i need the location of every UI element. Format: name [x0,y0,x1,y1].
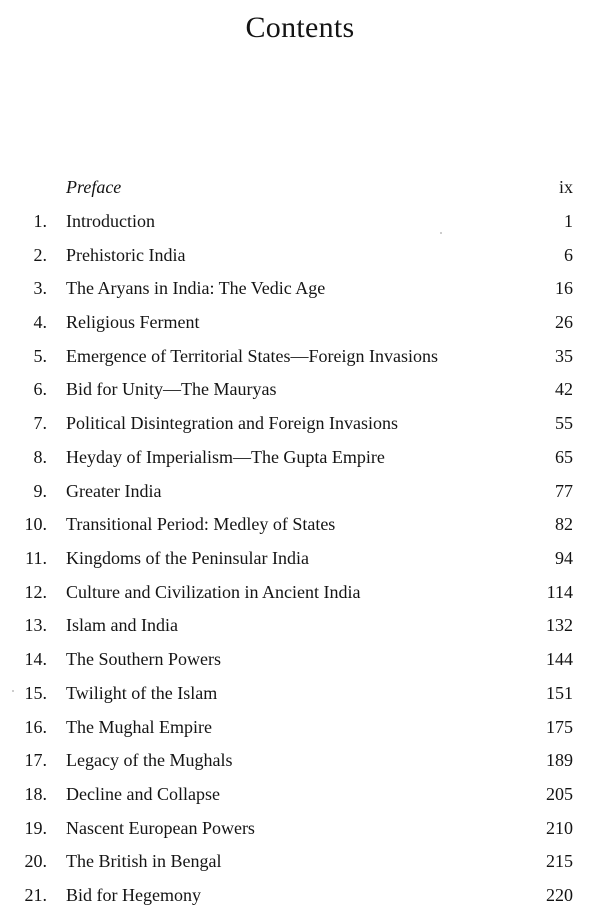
toc-entry-title: Transitional Period: Medley of States [66,514,336,534]
toc-chapter-number: 6. [33,379,47,399]
toc-row [0,305,600,339]
toc-chapter-number: 13. [24,615,47,635]
toc-chapter-number: 16. [24,717,47,737]
toc-chapter-number: 14. [24,649,47,669]
toc-row [0,710,600,744]
toc-chapter-number: 15. [24,683,47,703]
toc-entry-title: Nascent European Powers [66,818,255,838]
toc-row [0,406,600,440]
toc-page-number: ix [558,177,573,197]
toc-row [0,339,600,373]
toc-entry-title: The Southern Powers [66,649,221,669]
toc-chapter-number: 18. [24,784,47,804]
toc-row [0,474,600,508]
toc-row [0,676,600,710]
toc-chapter-number: 17. [24,750,47,770]
toc-page-number: 215 [546,851,573,871]
toc-entry-title: Twilight of the Islam [66,683,218,703]
toc-row [0,743,600,777]
toc-page-number: 144 [546,649,573,669]
toc-entry-title: Emergence of Territorial States—Foreign Invasions [66,346,438,366]
toc-chapter-number: 8. [33,447,47,467]
toc-page-number: 151 [546,683,573,703]
toc-page-number: 77 [555,481,573,501]
toc-row [0,575,600,609]
toc-row [0,878,600,912]
toc-chapter-number: 3. [33,278,47,298]
toc-page-number: 114 [546,582,573,602]
toc-chapter-number: 11. [25,548,47,568]
toc-page-number: 189 [546,750,573,770]
toc-chapter-number: 10. [24,514,47,534]
toc-page-number: 205 [546,784,573,804]
toc-chapter-number: 7. [33,413,47,433]
toc-chapter-number: 19. [24,818,47,838]
toc-page-number: 26 [555,312,573,332]
toc-entry-title: Culture and Civilization in Ancient India [66,582,361,602]
toc-chapter-number: 21. [24,885,47,905]
toc-entry-title: Islam and India [66,615,178,635]
toc-page-number: 42 [555,379,573,399]
toc-row [0,608,600,642]
toc-entry-title: Bid for Hegemony [66,885,201,905]
toc-entry-title: Greater India [66,481,162,501]
toc-entry-title: Decline and Collapse [66,784,220,804]
toc-page-number: 94 [555,548,573,568]
toc-row [0,204,600,238]
toc-chapter-number: 5. [33,346,47,366]
toc-entry-title: Preface [66,177,122,197]
toc-row [0,507,600,541]
toc-chapter-number: 4. [33,312,47,332]
toc-entry-title: Prehistoric India [66,245,186,265]
toc-page-number: 220 [546,885,573,905]
toc-entry-title: The Aryans in India: The Vedic Age [66,278,326,298]
toc-entry-title: The Mughal Empire [66,717,212,737]
toc-row [0,440,600,474]
toc-row-preface [0,170,600,204]
toc-page-number: 82 [555,514,573,534]
page-title: Contents [245,11,355,44]
toc-chapter-number: 20. [24,851,47,871]
toc-page-number: 132 [546,615,573,635]
toc-page-number: 1 [564,211,573,231]
toc-entry-title: Introduction [66,211,155,231]
toc-entry-title: Legacy of the Mughals [66,750,233,770]
toc-row [0,541,600,575]
toc-row [0,238,600,272]
toc-chapter-number: 9. [33,481,47,501]
toc-chapter-number: 2. [33,245,47,265]
toc-page-number: 175 [546,717,573,737]
toc-entry-title: Religious Ferment [66,312,200,332]
print-speck [440,232,442,234]
toc-page-number: 65 [555,447,573,467]
toc-chapter-number: 12. [24,582,47,602]
toc-page-number: 16 [555,278,573,298]
toc-row [0,777,600,811]
toc-entry-title: Heyday of Imperialism—The Gupta Empire [66,447,385,467]
toc-page-number: 35 [555,346,573,366]
print-speck [12,690,14,692]
toc-row [0,372,600,406]
toc-entry-title: Political Disintegration and Foreign Invasions [66,413,398,433]
toc-page-number: 210 [546,818,573,838]
toc-entry-title: The British in Bengal [66,851,222,871]
toc-row [0,811,600,845]
toc-row [0,642,600,676]
toc-entry-title: Kingdoms of the Peninsular India [66,548,309,568]
toc-chapter-number: 1. [33,211,47,231]
toc-entry-title: Bid for Unity—The Mauryas [66,379,277,399]
toc-row [0,844,600,878]
toc-row [0,271,600,305]
toc-page-number: 55 [555,413,573,433]
toc-page-number: 6 [564,245,573,265]
